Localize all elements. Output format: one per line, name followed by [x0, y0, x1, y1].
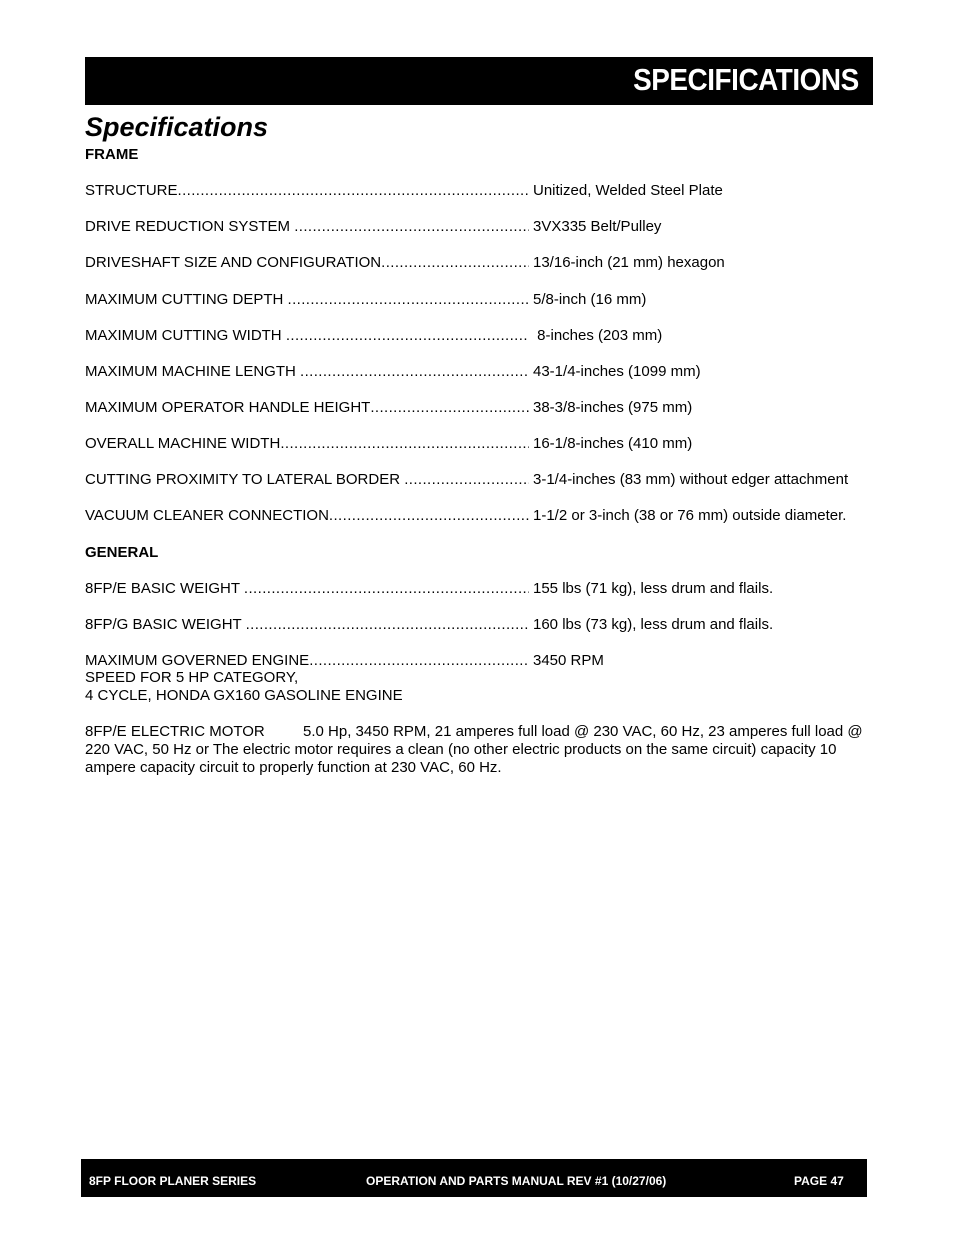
spec-label: MAXIMUM GOVERNED ENGINE .....	[85, 651, 529, 671]
motor-text: 5.0 Hp, 3450 RPM, 21 amperes full load @ 230 VAC, 60 Hz, 23 amperes full load @ 220 VAC, 50 Hz or The electric motor requires a clean (no other electric products on the same circuit) capacity 10 ampere capacity circuit to properly function at 230 VAC, 60 Hz.	[85, 723, 863, 776]
spec-label: MAXIMUM MACHINE LENGTH .....	[85, 362, 529, 382]
page-title: Specifications	[85, 112, 269, 142]
spec-label: DRIVE REDUCTION SYSTEM .....	[85, 217, 529, 237]
electric-motor-spec	[85, 723, 875, 777]
spec-row-driveshaft	[85, 253, 885, 273]
spec-value: 3-1/4-inches (83 mm) without edger attachment	[533, 471, 849, 488]
spec-value: 38-3/8-inches (975 mm)	[533, 399, 693, 416]
spec-value: 13/16-inch (21 mm) hexagon	[533, 254, 725, 271]
spec-row-machine-width	[85, 434, 885, 454]
general-heading: GENERAL	[85, 544, 159, 561]
spec-value: 5/8-inch (16 mm)	[533, 291, 647, 308]
spec-label: CUTTING PROXIMITY TO LATERAL BORDER .....	[85, 470, 529, 490]
spec-value: 160 lbs (73 kg), less drum and flails.	[533, 616, 774, 633]
spec-label: 8FP/E BASIC WEIGHT .....	[85, 579, 529, 599]
header-title: SPECIFICATIONS	[633, 62, 859, 97]
spec-row-handle-height	[85, 398, 885, 418]
spec-row-vacuum-connection	[85, 506, 885, 526]
spec-value: 3VX335 Belt/Pulley	[533, 218, 662, 235]
spec-row-8fpe-weight	[85, 579, 885, 599]
frame-heading: FRAME	[85, 146, 139, 163]
spec-value: 1-1/2 or 3-inch (38 or 76 mm) outside diameter.	[533, 507, 847, 524]
spec-label: DRIVESHAFT SIZE AND CONFIGURATION .....	[85, 253, 529, 273]
engine-line: 4 CYCLE, HONDA GX160 GASOLINE ENGINE	[85, 687, 403, 704]
footer-series: 8FP FLOOR PLANER SERIES	[89, 1174, 257, 1188]
spec-row-cutting-depth	[85, 290, 885, 310]
spec-row-structure	[85, 181, 885, 201]
spec-row-lateral-border	[85, 470, 885, 490]
spec-label: MAXIMUM OPERATOR HANDLE HEIGHT .....	[85, 398, 529, 418]
spec-label: MAXIMUM CUTTING DEPTH .....	[85, 290, 529, 310]
spec-label: OVERALL MACHINE WIDTH .....	[85, 434, 529, 454]
spec-label: VACUUM CLEANER CONNECTION .....	[85, 506, 529, 526]
spec-label: MAXIMUM CUTTING WIDTH .....	[85, 326, 529, 346]
spec-label: STRUCTURE .....	[85, 181, 529, 201]
spec-label: 8FP/G BASIC WEIGHT .....	[85, 615, 529, 635]
spec-value: 43-1/4-inches (1099 mm)	[533, 363, 701, 380]
spec-row-drive-reduction	[85, 217, 885, 237]
spec-value: 16-1/8-inches (410 mm)	[533, 435, 693, 452]
spec-row-cutting-width	[85, 326, 885, 346]
footer-manual: OPERATION AND PARTS MANUAL REV #1 (10/27/06)	[366, 1174, 667, 1188]
footer-bar	[81, 1159, 867, 1197]
footer-page-number: PAGE 47	[794, 1174, 844, 1188]
header-bar	[85, 57, 873, 105]
spec-row-8fpg-weight	[85, 615, 885, 635]
engine-line: SPEED FOR 5 HP CATEGORY,	[85, 669, 299, 686]
spec-row-machine-length	[85, 362, 885, 382]
motor-label: 8FP/E ELECTRIC MOTOR	[85, 723, 265, 740]
spec-value: Unitized, Welded Steel Plate	[533, 182, 723, 199]
spec-value: 3450 RPM	[533, 652, 604, 669]
spec-value: 8-inches (203 mm)	[533, 327, 663, 344]
spec-row-governed-engine	[85, 651, 885, 671]
spec-value: 155 lbs (71 kg), less drum and flails.	[533, 580, 774, 597]
